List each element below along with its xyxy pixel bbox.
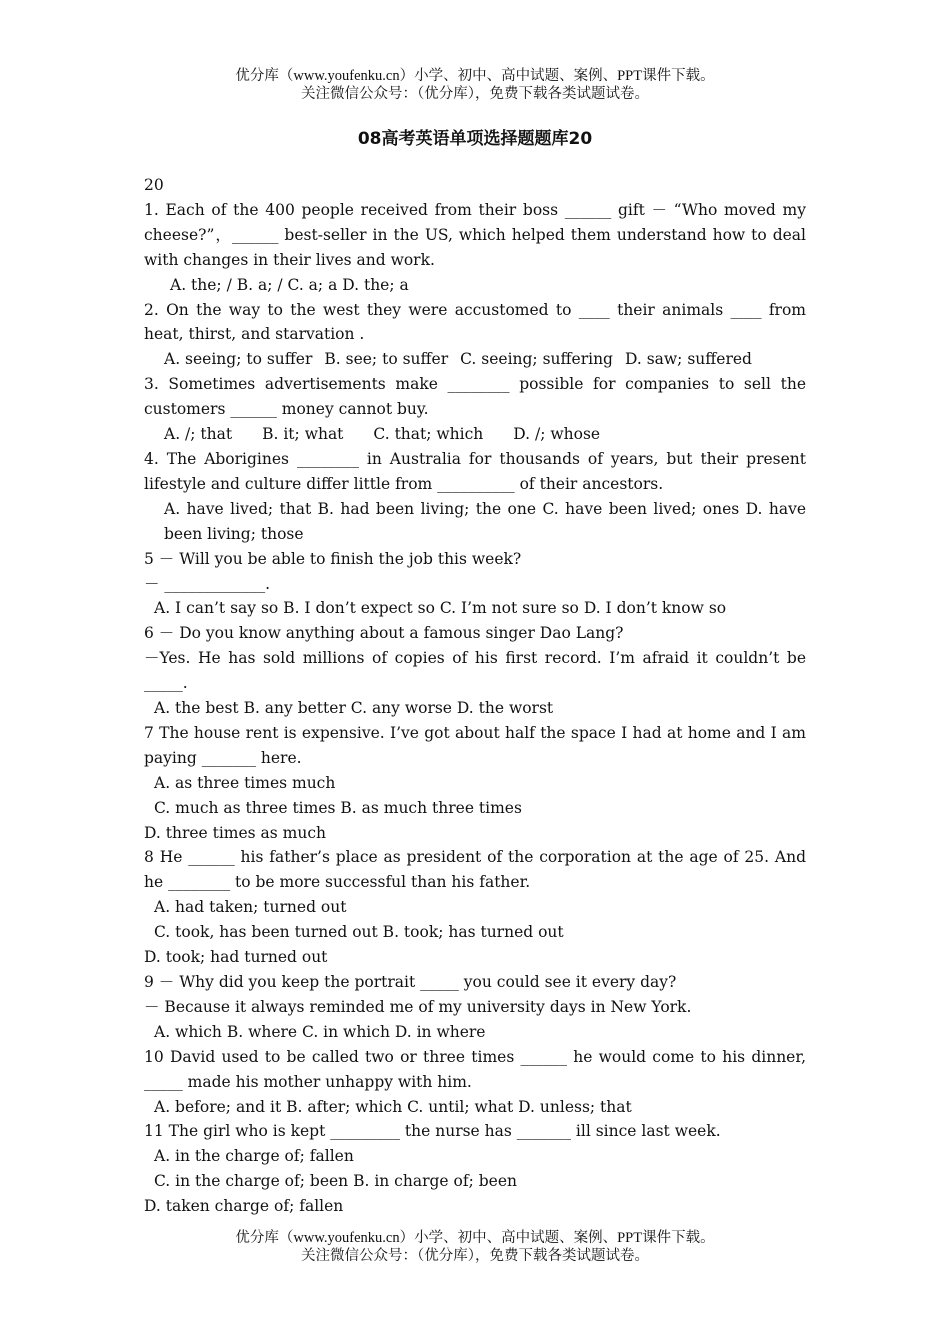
header-line-2: 关注微信公众号：（优分库），免费下载各类试题试卷。 [301,86,649,102]
question-7: 7 The house rent is expensive. I’ve got about half the space I had at home and I am paying _______ here. [144,723,806,767]
option-c: C. that; which [373,425,484,444]
question-7-option-a: A. as three times much [154,773,336,792]
question-4: 4. The Aborigines ________ in Australia for thousands of years, but their present lifestyle and culture differ little from __________ of their ancestors. [144,449,806,493]
option-b: B. it; what [262,425,344,444]
option-c: C. seeing; suffering [460,350,613,369]
question-5-options: A. I can’t say so B. I don’t expect so C. I’m not sure so D. I don’t know so [154,599,727,618]
question-1-options: A. the; / B. a; / C. a; a D. the; a [170,275,409,294]
question-7-option-c-b: C. much as three times B. as much three times [154,798,522,817]
question-5: 5 － Will you be able to finish the job this week? [144,549,522,568]
option-d: D. /; whose [513,425,601,444]
header-line-1: 优分库（www.youfenku.cn）小学、初中、高中试题、案例、PPT课件下载。 [235,68,715,84]
question-4-options: A. have lived; that B. had been living; the one C. have been lived; ones D. have been living; those [164,499,806,543]
section-number: 20 [144,176,164,194]
question-3: 3. Sometimes advertisements make ________ possible for companies to sell the customers ______ money cannot buy. [144,375,806,419]
question-2: 2. On the way to the west they were accustomed to ____ their animals ____ from heat, thirst, and starvation . [144,300,806,344]
question-10: 10 David used to be called two or three times ______ he would come to his dinner, _____ made his mother unhappy with him. [144,1047,806,1091]
question-3-options [144,422,806,447]
question-11-option-c-b: C. in the charge of; been B. in charge of; been [154,1172,517,1191]
question-8: 8 He ______ his father’s place as president of the corporation at the age of 25. And he ________ to be more successful than his father. [144,848,806,892]
document-body [144,173,806,1219]
question-5-answer-blank: － _____________. [144,574,271,593]
question-8-option-d: D. took; had turned out [144,948,328,967]
question-6: 6 － Do you know anything about a famous singer Dao Lang? [144,624,624,643]
page-header [0,67,950,103]
question-8-option-c-b: C. took, has been turned out B. took; has turned out [154,923,564,942]
question-10-options: A. before; and it B. after; which C. until; what D. unless; that [154,1097,632,1116]
question-9-options: A. which B. where C. in which D. in where [154,1022,486,1041]
option-b: B. see; to suffer [324,350,449,369]
question-9: 9 － Why did you keep the portrait _____ you could see it every day? [144,973,677,991]
question-7-option-d: D. three times as much [144,823,327,842]
question-11: 11 The girl who is kept _________ the nurse has _______ ill since last week. [144,1122,721,1141]
question-6-response: －Yes. He has sold millions of copies of his first record. I’m afraid it couldn’t be _____. [144,649,806,693]
question-9-response: － Because it always reminded me of my university days in New York. [144,997,692,1016]
question-2-options [144,347,806,372]
question-6-options: A. the best B. any better C. any worse D. the worst [154,699,554,718]
question-8-option-a: A. had taken; turned out [154,898,347,917]
option-d: D. saw; suffered [624,350,752,369]
option-a: A. seeing; to suffer [164,350,313,369]
option-a: A. /; that [164,425,233,444]
question-1: 1. Each of the 400 people received from their boss ______ gift － “Who moved my cheese?”，______ best-seller in the US, which helped them understand how to deal with changes in their lives and work. [144,200,806,269]
page-title: 08高考英语单项选择题题库20 [357,129,593,149]
question-11-option-a: A. in the charge of; fallen [154,1147,354,1166]
footer-line-1: 优分库（www.youfenku.cn）小学、初中、高中试题、案例、PPT课件下载。 [235,1230,715,1246]
question-11-option-d: D. taken charge of; fallen [144,1197,344,1216]
page-footer [0,1229,950,1265]
footer-line-2: 关注微信公众号：（优分库），免费下载各类试题试卷。 [301,1248,649,1264]
